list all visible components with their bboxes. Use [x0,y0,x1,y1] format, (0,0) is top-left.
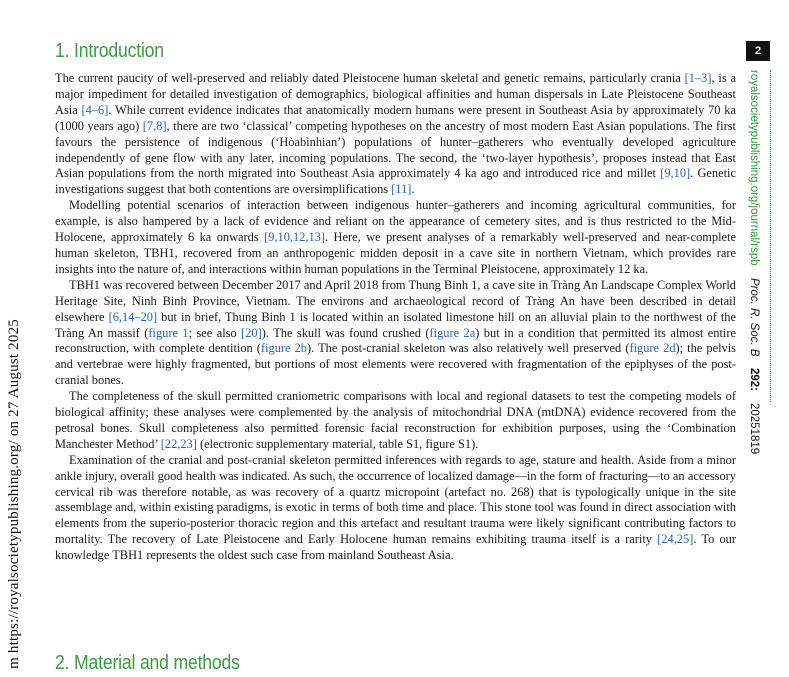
citation-link[interactable]: [9,10] [660,166,691,181]
text-run: , is a major impediment for detailed investigation of demographics, biological affinities and human dispersals in Late Pleistocene Southeast Asia [55,71,736,117]
figure-link[interactable]: figure 2d [629,341,676,356]
citation-link[interactable]: [20] [241,325,262,340]
text-run: , there are two ‘classical’ competing hypotheses on the ancestry of most modern East Asian populations. The first favours the persistence of indigenous (‘Hòabìnhian’) populations of hunter–gatherers who eventually developed agriculture independently of gene flow with any later, incoming populations. The second, the ‘two-layer hypothesis’, proposes instead that East Asian populations from the north migrated into Southeast Asia approximately 4 ka ago and introduced rice and millet [55,118,737,181]
citation-link[interactable]: [24,25] [657,532,694,547]
text-run: ). The skull was found crushed ( [261,325,430,340]
text-run: ); the pelvis and vertebrae were highly fragmented, but portions of most elements were recovered with fragmentation of the epiphyses of the post-cranial bones. [55,341,736,388]
text-run: The current paucity of well-preserved and reliably dated Pleistocene human skeletal and genetic remains, particularly crania [55,71,685,85]
journal-volume: 292: [748,368,760,392]
text-run: ). The post-cranial skeleton was also relatively well preserved ( [307,341,630,356]
running-head-dotted-rule [770,70,771,402]
citation-link[interactable]: [22,23] [160,436,197,451]
text-run: . Genetic investigations suggest that both contentions are oversimplifications [55,166,736,197]
text-run: ; see also [188,325,242,340]
text-run: TBH1 was recovered between December 2017 and April 2018 from Thung Binh 1, a cave site in Tràng An Landscape Complex World Heritage Site, Ninh Binh Province, Vietnam. The environs and archaeological record of Tràng An have been described in detail elsewhere [55,277,736,324]
paragraph [55,71,736,198]
paragraph [55,389,736,453]
text-run: Modelling potential scenarios of interaction between indigenous hunter–gatherers and incoming agricultural communities, for example, is also hampered by a lack of evidence and reliant on the appearance of cemetery sites, and is thus restricted to the Mid-Holocene, approximately 6 ka onwards [55,198,736,245]
citation-link[interactable]: [11] [391,182,412,197]
text-run: The completeness of the skull permitted craniometric comparisons with local and regional datasets to test the competing models of biological affinity; these analyses were complemented by the analysis of mitochondrial DNA (mtDNA) evidence recovered from the petrosal bones. Skull completeness also permitted forensic facial reconstruction for exhibition purposes, using the ‘Combination Manchester Method’ [55,389,736,451]
paragraph [55,453,736,564]
citation-link[interactable]: [6,14–20] [108,309,158,324]
journal-url-link[interactable]: royalsocietypublishing.org/journal/rspb [748,70,760,266]
figure-link[interactable]: figure 1 [148,325,189,340]
text-run: . To our knowledge TBH1 represents the oldest such case from mainland Southeast Asia. [55,532,736,563]
text-run: but in brief, Thung Binh 1 is located within an isolated limestone hill on an alluvial plain to the northwest of the Tràng An massif ( [55,309,736,340]
page-number-badge: 2 [746,41,770,61]
section-heading-methods: 2. Material and methods [55,652,240,674]
paragraph [55,278,736,389]
paragraph [55,198,736,278]
figure-link[interactable]: figure 2a [429,325,476,340]
citation-link[interactable]: [1–3] [684,71,712,85]
text-run: . While current evidence indicates that anatomically modern humans were present in Southeast Asia by approximately 70 ka (1000 years ago) [55,102,736,133]
citation-link[interactable]: [4–6] [81,102,109,117]
download-watermark: m https://royalsocietypublishing.org/ on 27 August 2025 [6,319,22,669]
text-run: . Here, we present analyses of a remarkably well-preserved and near-complete human skeleton, TBH1, recovered from an anthropogenic midden deposit in a cave site in northern Vietnam, which provides rare insights into the nature of, and interactions within human populations in the Terminal Pleistocene, approximately 12 ka. [55,230,736,276]
text-run: . [411,182,415,197]
running-head [748,70,760,455]
text-run: ) but in a condition that permitted its almost entire reconstruction, with complete dentition ( [55,325,736,356]
journal-name: Proc. R. Soc. B [748,277,760,357]
text-run: (electronic supplementary material, table S1, figure S1). [196,436,479,451]
text-run: Examination of the cranial and post-cranial skeleton permitted inferences with regards to age, stature and health. Aside from a minor ankle injury, overall good health was indicated. As such, the occurrence of localized damage—in the form of fracturing—to an accessory cervical rib was therefore notable, as was recovery of a quartz micropoint (artefact no. 268) that is typologically unique in the site assemblage and, within existing paradigms, is exotic in terms of both time and place. This stone tool was found in direct association with elements from the superio-posterior thoracic region and this artefact and resultant trauma were likely significant contributing factors to mortality. The recovery of Late Pleistocene and Early Holocene human remains exhibiting trauma itself is a rarity [55,452,736,547]
article-number: 20251819 [748,403,760,455]
introduction-body [55,71,736,564]
citation-link[interactable]: [7,8] [142,118,167,133]
figure-link[interactable]: figure 2b [260,341,307,356]
section-heading-introduction: 1. Introduction [55,40,164,62]
citation-link[interactable]: [9,10,12,13] [264,230,326,245]
